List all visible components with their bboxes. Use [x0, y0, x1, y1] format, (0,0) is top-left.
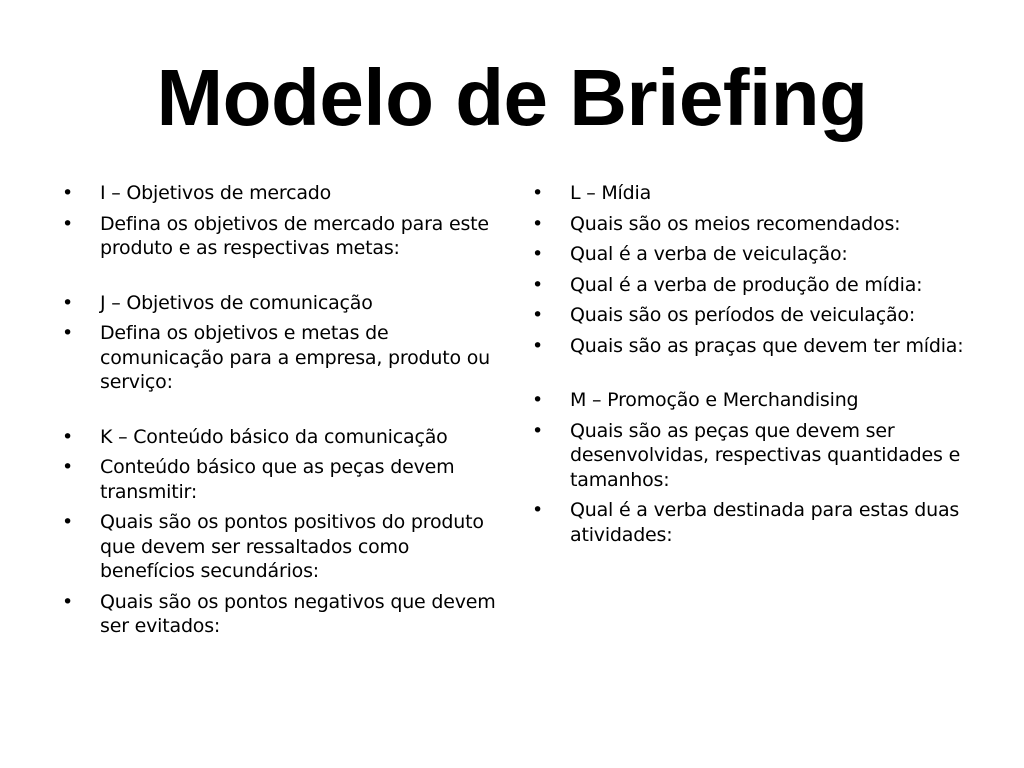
- bullet-icon: •: [62, 291, 74, 314]
- bullet-icon: •: [62, 456, 74, 478]
- list-item: [532, 498, 972, 547]
- bullet-icon: •: [532, 304, 544, 326]
- bullet-icon: •: [62, 511, 74, 533]
- bullet-icon: •: [62, 590, 74, 613]
- list-item-text: K – Conteúdo básico da comunicação: [100, 425, 448, 448]
- list-item-text: Quais são os meios recomendados:: [570, 212, 901, 235]
- list-item-text: Quais são as peças que devem ser desenvolvidas, respectivas quantidades e tamanhos:: [570, 419, 961, 491]
- list-item-text: Quais são as praças que devem ter mídia:: [570, 334, 964, 357]
- bullet-icon: •: [532, 334, 544, 357]
- list-item-text: Qual é a verba destinada para estas duas atividades:: [570, 499, 960, 546]
- list-item-text: Qual é a verba de veiculação:: [570, 243, 848, 265]
- slide-title: Modelo de Briefing: [156, 53, 868, 142]
- list-item: [62, 455, 497, 504]
- list-item: [532, 419, 972, 493]
- list-item: [62, 321, 497, 395]
- list-item-text: L – Mídia: [570, 182, 652, 204]
- list-item: [532, 334, 972, 359]
- bullet-icon: •: [62, 425, 74, 448]
- bullet-icon: •: [532, 243, 544, 265]
- list-item: [62, 510, 497, 584]
- list-item: [532, 273, 972, 298]
- bullet-icon: •: [532, 182, 544, 204]
- bullet-icon: •: [62, 322, 74, 344]
- list-item-text: Quais são os pontos positivos do produto que devem ser ressaltados como benefícios secundários:: [100, 511, 484, 582]
- bullet-icon: •: [62, 182, 74, 204]
- list-item: [532, 212, 972, 237]
- list-item-text: Conteúdo básico que as peças devem transmitir:: [100, 456, 455, 503]
- list-item-text: M – Promoção e Merchandising: [570, 389, 859, 411]
- list-item-text: I – Objetivos de mercado: [100, 182, 332, 204]
- list-item-text: J – Objetivos de comunicação: [100, 291, 373, 314]
- bullet-icon: •: [532, 212, 544, 235]
- list-item-text: Quais são os pontos negativos que devem ser evitados:: [100, 590, 496, 637]
- bullet-icon: •: [532, 273, 544, 296]
- list-item: [62, 590, 497, 639]
- list-item: [62, 212, 497, 261]
- list-item-text: Defina os objetivos e metas de comunicação para a empresa, produto ou serviço:: [100, 322, 490, 393]
- bullet-icon: •: [62, 212, 74, 235]
- list-item: [532, 388, 972, 413]
- list-item: [62, 291, 497, 316]
- bullet-icon: •: [532, 389, 544, 411]
- right-bullet-list: [532, 181, 972, 553]
- list-item-text: Qual é a verba de produção de mídia:: [570, 273, 923, 296]
- bullet-icon: •: [532, 419, 544, 442]
- list-item-text: Defina os objetivos de mercado para este produto e as respectivas metas:: [100, 212, 489, 259]
- list-item-text: Quais são os períodos de veiculação:: [570, 304, 916, 326]
- list-item: [62, 181, 497, 206]
- list-item: [62, 425, 497, 450]
- list-item: [532, 181, 972, 206]
- left-bullet-list: [62, 181, 497, 645]
- list-item: [532, 303, 972, 328]
- list-item: [532, 242, 972, 267]
- bullet-icon: •: [532, 499, 544, 521]
